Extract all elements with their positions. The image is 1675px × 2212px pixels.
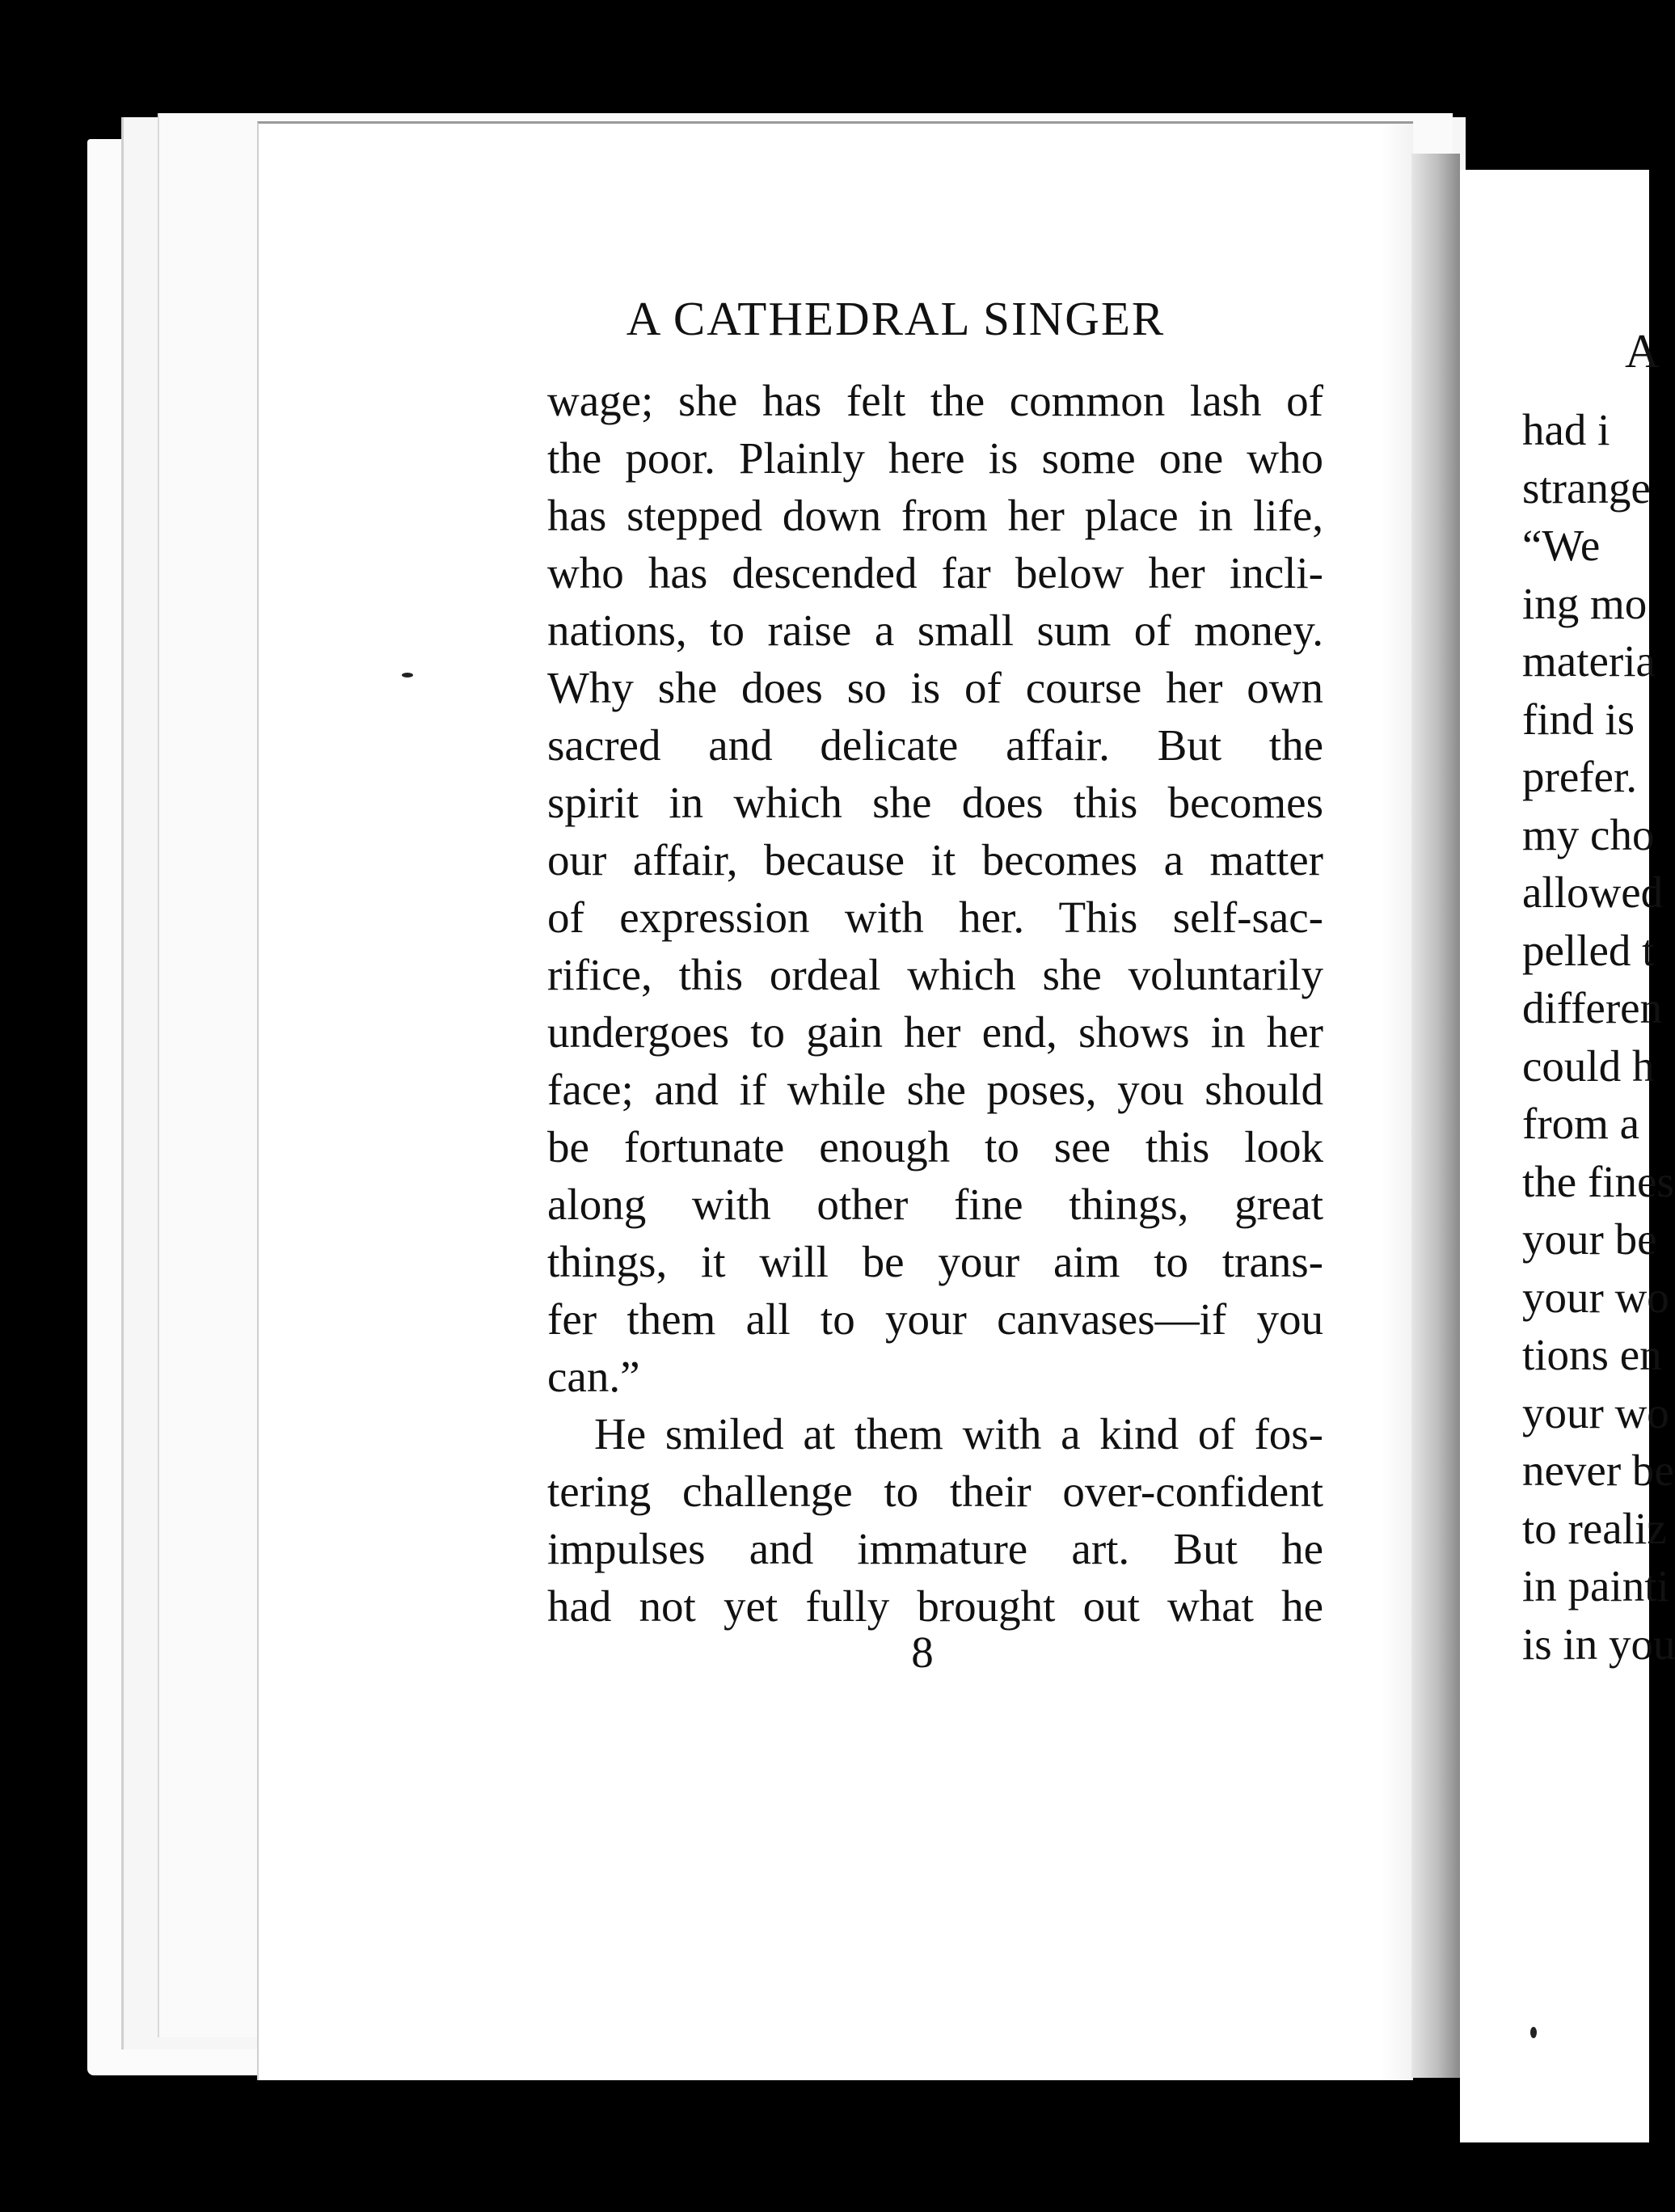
text-line: impulses and immature art. But he xyxy=(547,1524,1323,1573)
text-line: fer them all to your canvases—if you xyxy=(547,1294,1323,1344)
text-line: tering challenge to their over-confident xyxy=(547,1467,1323,1516)
text-line-paragraph-start: He smiled at them with a kind of fos- xyxy=(594,1409,1323,1458)
text-line: differen xyxy=(1522,983,1663,1032)
page-number: 8 xyxy=(911,1627,934,1677)
text-line: strange xyxy=(1522,462,1651,513)
text-line: had not yet fully brought out what he xyxy=(547,1581,1323,1631)
text-line: spirit in which she does this becomes xyxy=(547,778,1323,827)
text-line: never be xyxy=(1522,1446,1674,1495)
book-gutter xyxy=(1411,154,1460,2078)
text-line: who has descended far below her incli- xyxy=(547,548,1323,597)
text-line: along with other fine things, great xyxy=(547,1180,1323,1229)
ink-speck xyxy=(1530,2027,1537,2038)
text-line: “We xyxy=(1522,521,1601,570)
text-line: of expression with her. This self-sac- xyxy=(547,893,1323,942)
text-line: our affair, because it becomes a matter xyxy=(547,835,1323,884)
running-head: A CATHEDRAL SINGER xyxy=(626,292,1166,345)
text-line: materia xyxy=(1522,636,1656,686)
text-line: prefer. xyxy=(1522,752,1637,801)
text-line: tions en xyxy=(1522,1330,1662,1379)
text-line: face; and if while she poses, you should xyxy=(547,1065,1323,1114)
text-line: from a xyxy=(1522,1099,1640,1148)
text-line: your be xyxy=(1522,1214,1657,1264)
text-line: wage; she has felt the common lash of xyxy=(547,376,1323,425)
text-line: your wo xyxy=(1522,1387,1669,1437)
text-line: things, it will be your aim to trans- xyxy=(547,1237,1323,1286)
text-line: had i xyxy=(1522,405,1610,454)
text-line: nations, to raise a small sum of money. xyxy=(547,606,1323,655)
right-running-head: A xyxy=(1625,324,1660,378)
text-line: allowed xyxy=(1522,867,1664,917)
text-line: my cho xyxy=(1522,809,1655,859)
text-line: sacred and delicate affair. But the xyxy=(547,720,1323,770)
text-line: your wo xyxy=(1522,1272,1669,1322)
text-line: can.” xyxy=(547,1352,640,1401)
text-line: Why she does so is of course her own xyxy=(547,663,1323,712)
text-line: in painti xyxy=(1522,1561,1669,1610)
text-line: is in you xyxy=(1522,1619,1675,1669)
right-body-text xyxy=(1522,401,1675,1673)
text-line: be fortunate enough to see this look xyxy=(547,1122,1323,1171)
text-line: undergoes to gain her end, shows in her xyxy=(547,1007,1323,1057)
text-line: rifice, this ordeal which she voluntarily xyxy=(547,950,1323,999)
text-line: pelled t xyxy=(1522,925,1655,975)
ink-speck xyxy=(402,673,413,678)
body-text xyxy=(547,372,1323,1635)
text-line: the fines xyxy=(1522,1156,1674,1206)
text-line: the poor. Plainly here is some one who xyxy=(547,433,1323,483)
text-line: has stepped down from her place in life, xyxy=(547,491,1323,540)
text-line: ing mo xyxy=(1522,578,1648,628)
text-line: to realiz xyxy=(1522,1503,1667,1553)
page-shadow xyxy=(1381,124,1413,2080)
text-line: find is xyxy=(1522,694,1635,744)
text-line: could h xyxy=(1522,1041,1655,1091)
